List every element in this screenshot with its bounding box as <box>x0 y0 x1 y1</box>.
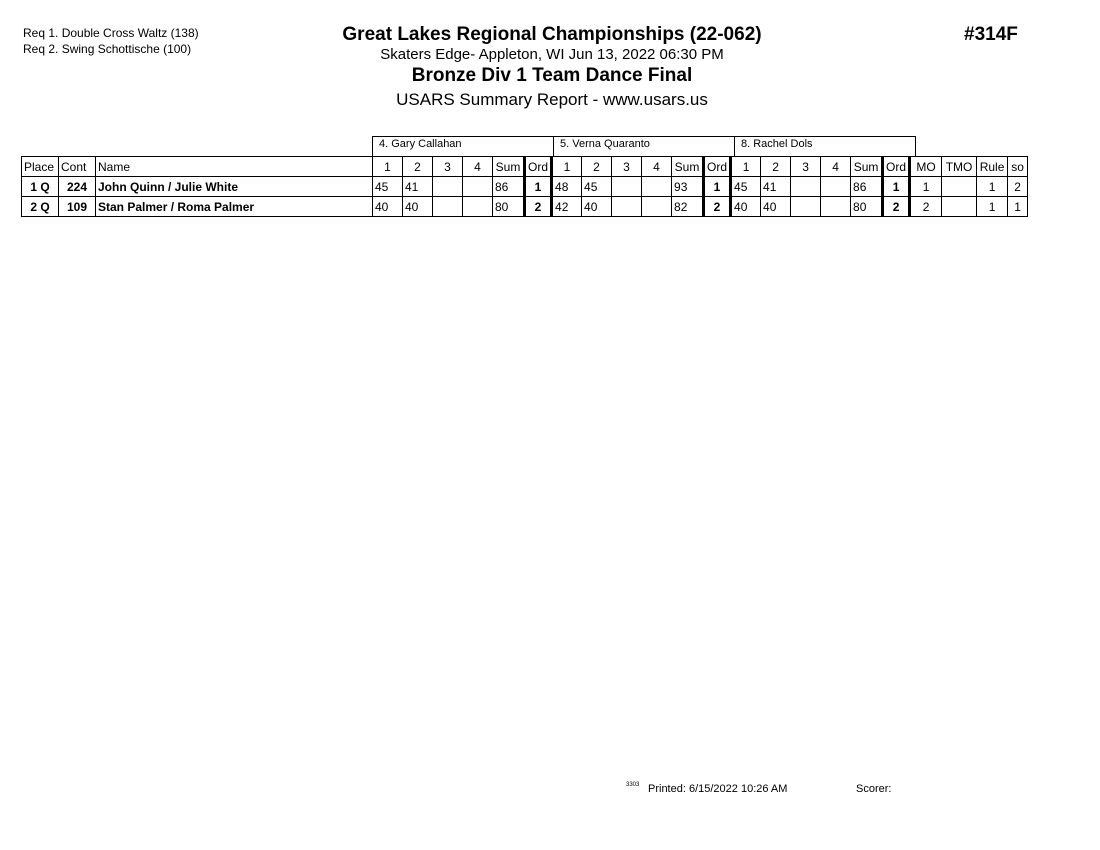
so-cell: 2 <box>1008 177 1028 197</box>
rule-cell: 1 <box>977 197 1008 217</box>
name-cell: Stan Palmer / Roma Palmer <box>96 197 373 217</box>
col-j2-4: 4 <box>642 157 672 177</box>
tmo-cell <box>942 197 977 217</box>
col-j2-3: 3 <box>612 157 642 177</box>
ord-cell: 1 <box>704 177 731 197</box>
col-j1-4: 4 <box>463 157 493 177</box>
score-cell: 45 <box>582 177 612 197</box>
col-j3-3: 3 <box>791 157 821 177</box>
col-j1-ord: Ord <box>525 157 552 177</box>
place-cell: 2 Q <box>22 197 59 217</box>
judge-header-2: 5. Verna Quaranto <box>553 136 735 156</box>
tmo-cell <box>942 177 977 197</box>
score-cell <box>791 177 821 197</box>
event-title: Bronze Div 1 Team Dance Final <box>411 65 693 86</box>
event-number: #314F <box>964 24 1018 45</box>
location-date: Skaters Edge- Appleton, WI Jun 13, 2022 06:30 PM <box>380 46 724 63</box>
sum-cell: 86 <box>851 177 883 197</box>
score-cell <box>433 177 463 197</box>
score-cell: 45 <box>731 177 761 197</box>
score-cell <box>821 197 851 217</box>
col-j1-3: 3 <box>433 157 463 177</box>
col-j2-2: 2 <box>582 157 612 177</box>
requirement-1: Req 1. Double Cross Waltz (138) <box>23 26 199 40</box>
col-so: so <box>1008 157 1028 177</box>
footer-code: 3303 <box>626 782 640 788</box>
score-cell <box>463 177 493 197</box>
col-j2-1: 1 <box>552 157 582 177</box>
competition-title: Great Lakes Regional Championships (22-062) <box>342 24 762 45</box>
cont-cell: 109 <box>59 197 96 217</box>
ord-cell: 2 <box>704 197 731 217</box>
printed-timestamp: Printed: 6/15/2022 10:26 AM <box>648 783 788 795</box>
ord-cell: 2 <box>883 197 910 217</box>
score-cell: 41 <box>403 177 433 197</box>
col-place: Place <box>22 157 59 177</box>
col-name: Name <box>96 157 373 177</box>
col-j1-sum: Sum <box>493 157 525 177</box>
sum-cell: 93 <box>672 177 704 197</box>
col-tmo: TMO <box>942 157 977 177</box>
col-j1-1: 1 <box>373 157 403 177</box>
table-row <box>22 177 1028 197</box>
score-cell: 45 <box>373 177 403 197</box>
cont-cell: 224 <box>59 177 96 197</box>
mo-cell: 1 <box>910 177 942 197</box>
ord-cell: 1 <box>883 177 910 197</box>
score-cell <box>612 177 642 197</box>
rule-cell: 1 <box>977 177 1008 197</box>
score-cell: 41 <box>761 177 791 197</box>
judge-header-1: 4. Gary Callahan <box>372 136 554 156</box>
score-cell: 40 <box>731 197 761 217</box>
col-mo: MO <box>910 157 942 177</box>
scorer-label: Scorer: <box>856 783 892 795</box>
results-table <box>21 156 1028 217</box>
col-j3-1: 1 <box>731 157 761 177</box>
score-cell: 40 <box>761 197 791 217</box>
col-j3-ord: Ord <box>883 157 910 177</box>
score-cell <box>463 197 493 217</box>
sum-cell: 86 <box>493 177 525 197</box>
score-cell <box>612 197 642 217</box>
col-j3-4: 4 <box>821 157 851 177</box>
score-cell: 40 <box>582 197 612 217</box>
so-cell: 1 <box>1008 197 1028 217</box>
report-title: USARS Summary Report - www.usars.us <box>396 90 708 109</box>
sum-cell: 80 <box>851 197 883 217</box>
score-cell <box>642 197 672 217</box>
col-cont: Cont <box>59 157 96 177</box>
place-cell: 1 Q <box>22 177 59 197</box>
score-cell <box>433 197 463 217</box>
col-rule: Rule <box>977 157 1008 177</box>
mo-cell: 2 <box>910 197 942 217</box>
score-cell: 40 <box>373 197 403 217</box>
col-j3-sum: Sum <box>851 157 883 177</box>
sum-cell: 82 <box>672 197 704 217</box>
col-j2-ord: Ord <box>704 157 731 177</box>
col-j2-sum: Sum <box>672 157 704 177</box>
score-cell <box>821 177 851 197</box>
col-j3-2: 2 <box>761 157 791 177</box>
score-cell <box>791 197 821 217</box>
score-cell: 48 <box>552 177 582 197</box>
name-cell: John Quinn / Julie White <box>96 177 373 197</box>
judge-header-3: 8. Rachel Dols <box>734 136 916 156</box>
ord-cell: 1 <box>525 177 552 197</box>
score-cell <box>642 177 672 197</box>
header-row <box>22 157 1028 177</box>
score-cell: 42 <box>552 197 582 217</box>
score-cell: 40 <box>403 197 433 217</box>
table-row <box>22 197 1028 217</box>
col-j1-2: 2 <box>403 157 433 177</box>
requirement-2: Req 2. Swing Schottische (100) <box>23 42 192 56</box>
sum-cell: 80 <box>493 197 525 217</box>
ord-cell: 2 <box>525 197 552 217</box>
